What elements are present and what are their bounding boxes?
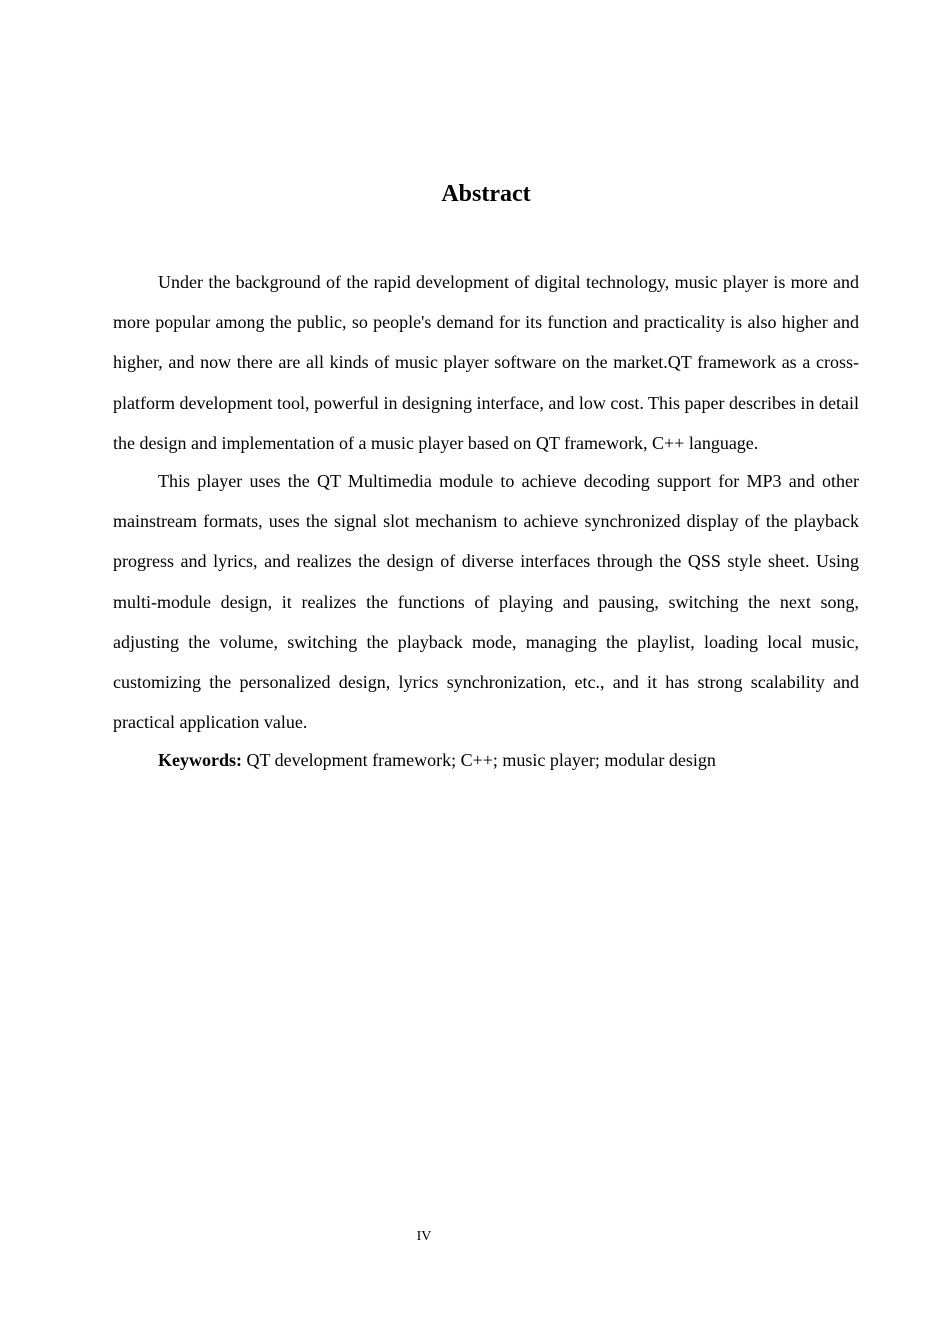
page-number: IV <box>416 1229 432 1244</box>
keywords-text: QT development framework; C++; music player; modular design <box>242 750 716 771</box>
abstract-paragraph-2: This player uses the QT Multimedia module to achieve decoding support for MP3 and other mainstream formats, uses the signal slot mechanism to achieve synchronized display of the playback progress and lyrics, and realizes the design of diverse interfaces through the QSS style sheet. Using multi-module design, it realizes the functions of playing and pausing, switching the next song, adjusting the volume, switching the playback mode, managing the playlist, loading local music, customizing the personalized design, lyrics synchronization, etc., and it has strong scalability and practical application value. <box>113 471 859 733</box>
keywords-label: Keywords: <box>158 750 242 771</box>
keywords-line <box>113 740 859 780</box>
abstract-body <box>113 262 859 781</box>
abstract-paragraph-1: Under the background of the rapid development of digital technology, music player is more and more popular among the public, so people's demand for its function and practicality is also higher and higher, and now there are all kinds of music player software on the market.QT framework as a cross-platform development tool, powerful in designing interface, and low cost. This paper describes in detail the design and implementation of a music player based on QT framework, C++ language. <box>113 272 859 453</box>
abstract-title: Abstract <box>441 181 531 207</box>
